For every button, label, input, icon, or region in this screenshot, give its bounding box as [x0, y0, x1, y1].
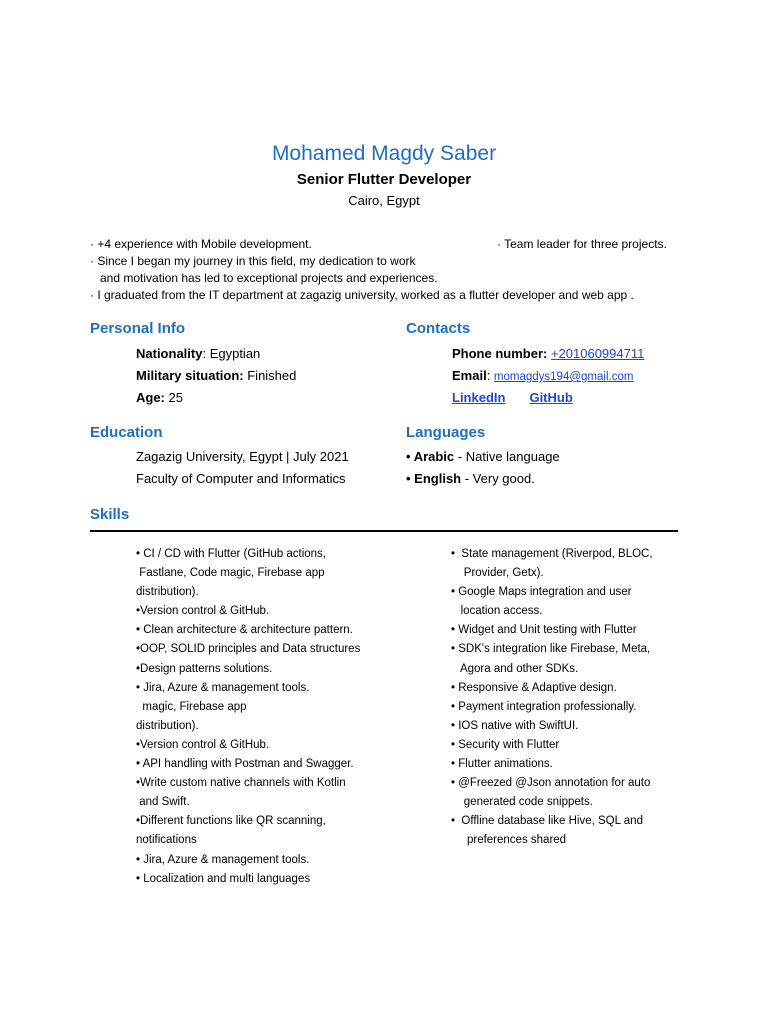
skill-line: • Clean architecture & architecture pattern. [136, 624, 353, 637]
language-item-arabic [406, 449, 560, 464]
age-label: Age: [136, 390, 165, 405]
skill-line: • CI / CD with Flutter (GitHub actions, [136, 548, 326, 560]
linkedin-link[interactable]: LinkedIn [452, 390, 506, 405]
nationality-label: Nationality [136, 346, 203, 361]
contacts-heading: Contacts [406, 320, 471, 337]
education-line-1: Zagazig University, Egypt | July 2021 [136, 449, 349, 464]
email-link[interactable]: momagdys194@gmail.com [493, 371, 634, 383]
skill-line: generated code snippets. [451, 796, 593, 809]
skill-line: •OOP, SOLID principles and Data structures [136, 643, 361, 656]
skills-divider [90, 530, 678, 532]
skill-line: • IOS native with SwiftUI. [451, 719, 579, 732]
skill-line: •Version control & GitHub. [136, 605, 270, 618]
skill-line: magic, Firebase app [136, 700, 247, 713]
email-row [452, 368, 633, 383]
languages-heading: Languages [406, 424, 486, 441]
social-links-row [452, 390, 573, 405]
skill-line: •Different functions like QR scanning, [136, 815, 326, 828]
military-row [136, 368, 296, 383]
skill-line: Fastlane, Code magic, Firebase app [136, 567, 325, 580]
location: Cairo, Egypt [348, 193, 420, 208]
skill-line: • Responsive & Adaptive design. [451, 681, 617, 694]
phone-link[interactable]: +201060994711 [550, 346, 645, 361]
language-bullet: • [406, 449, 414, 464]
education-line-2: Faculty of Computer and Informatics [136, 471, 346, 486]
skill-line: • Jira, Azure & management tools. [136, 853, 310, 866]
language-bullet: • [406, 471, 415, 486]
summary-line-4: · I graduated from the IT department at zagazig university, worked as a flutter developer and web app . [90, 288, 634, 302]
summary-line-1-right: · Team leader for three projects. [497, 237, 667, 251]
email-separator: : [486, 368, 494, 383]
skill-line: • Jira, Azure & management tools. [136, 681, 310, 694]
phone-row [452, 346, 644, 361]
personal-info-heading: Personal Info [90, 320, 186, 337]
phone-label: Phone number: [452, 346, 551, 361]
skill-line: Agora and other SDKs. [451, 662, 579, 675]
skill-line: • SDK's integration like Firebase, Meta, [451, 643, 651, 656]
nationality-value: : Egyptian [202, 346, 261, 361]
skill-line: •Write custom native channels with Kotlin [136, 777, 346, 790]
skill-line: and Swift. [136, 796, 190, 809]
job-title: Senior Flutter Developer [296, 171, 472, 188]
language-name: Arabic [413, 449, 455, 464]
skill-line: distribution). [136, 586, 199, 599]
skill-line: distribution). [136, 719, 199, 732]
skill-line: • Security with Flutter [451, 738, 560, 751]
age-row [136, 390, 183, 405]
skill-line: •Version control & GitHub. [136, 738, 270, 751]
nationality-row [136, 346, 260, 361]
age-value: 25 [164, 390, 183, 405]
skill-line: • Flutter animations. [451, 758, 553, 771]
github-link[interactable]: GitHub [529, 390, 573, 405]
summary-line-3: and motivation has led to exceptional projects and experiences. [100, 271, 438, 285]
skill-line: notifications [136, 834, 197, 847]
education-heading: Education [90, 424, 163, 441]
email-label: Email [452, 368, 487, 383]
skill-line: • Offline database like Hive, SQL and [451, 815, 643, 828]
summary-line-2: · Since I began my journey in this field, my dedication to work [90, 254, 416, 268]
skills-right-column [451, 545, 653, 851]
language-level: - Very good. [461, 471, 535, 486]
skill-line: • Localization and multi languages [136, 872, 311, 885]
language-level: - Native language [454, 449, 560, 464]
military-label: Military situation: [136, 368, 244, 383]
skill-line: • Google Maps integration and user [451, 586, 632, 599]
skill-line: • Payment integration professionally. [451, 700, 637, 713]
military-value: Finished [243, 368, 297, 383]
language-name: English [414, 471, 462, 486]
skills-left-column [136, 545, 360, 889]
skill-line: • Widget and Unit testing with Flutter [451, 624, 637, 637]
skill-line: •Design patterns solutions. [136, 662, 273, 675]
skill-line: location access. [451, 605, 543, 618]
skills-heading: Skills [90, 506, 130, 523]
skill-line: preferences shared [451, 834, 567, 847]
summary-line-1: · +4 experience with Mobile development. [90, 237, 312, 251]
skill-line: Provider, Getx). [451, 567, 544, 580]
skill-line: • State management (Riverpod, BLOC, [451, 548, 653, 560]
skill-line: • @Freezed @Json annotation for auto [451, 777, 651, 790]
skill-line: • API handling with Postman and Swagger. [136, 758, 354, 771]
language-item-english [406, 471, 535, 486]
candidate-name: Mohamed Magdy Saber [271, 142, 497, 165]
